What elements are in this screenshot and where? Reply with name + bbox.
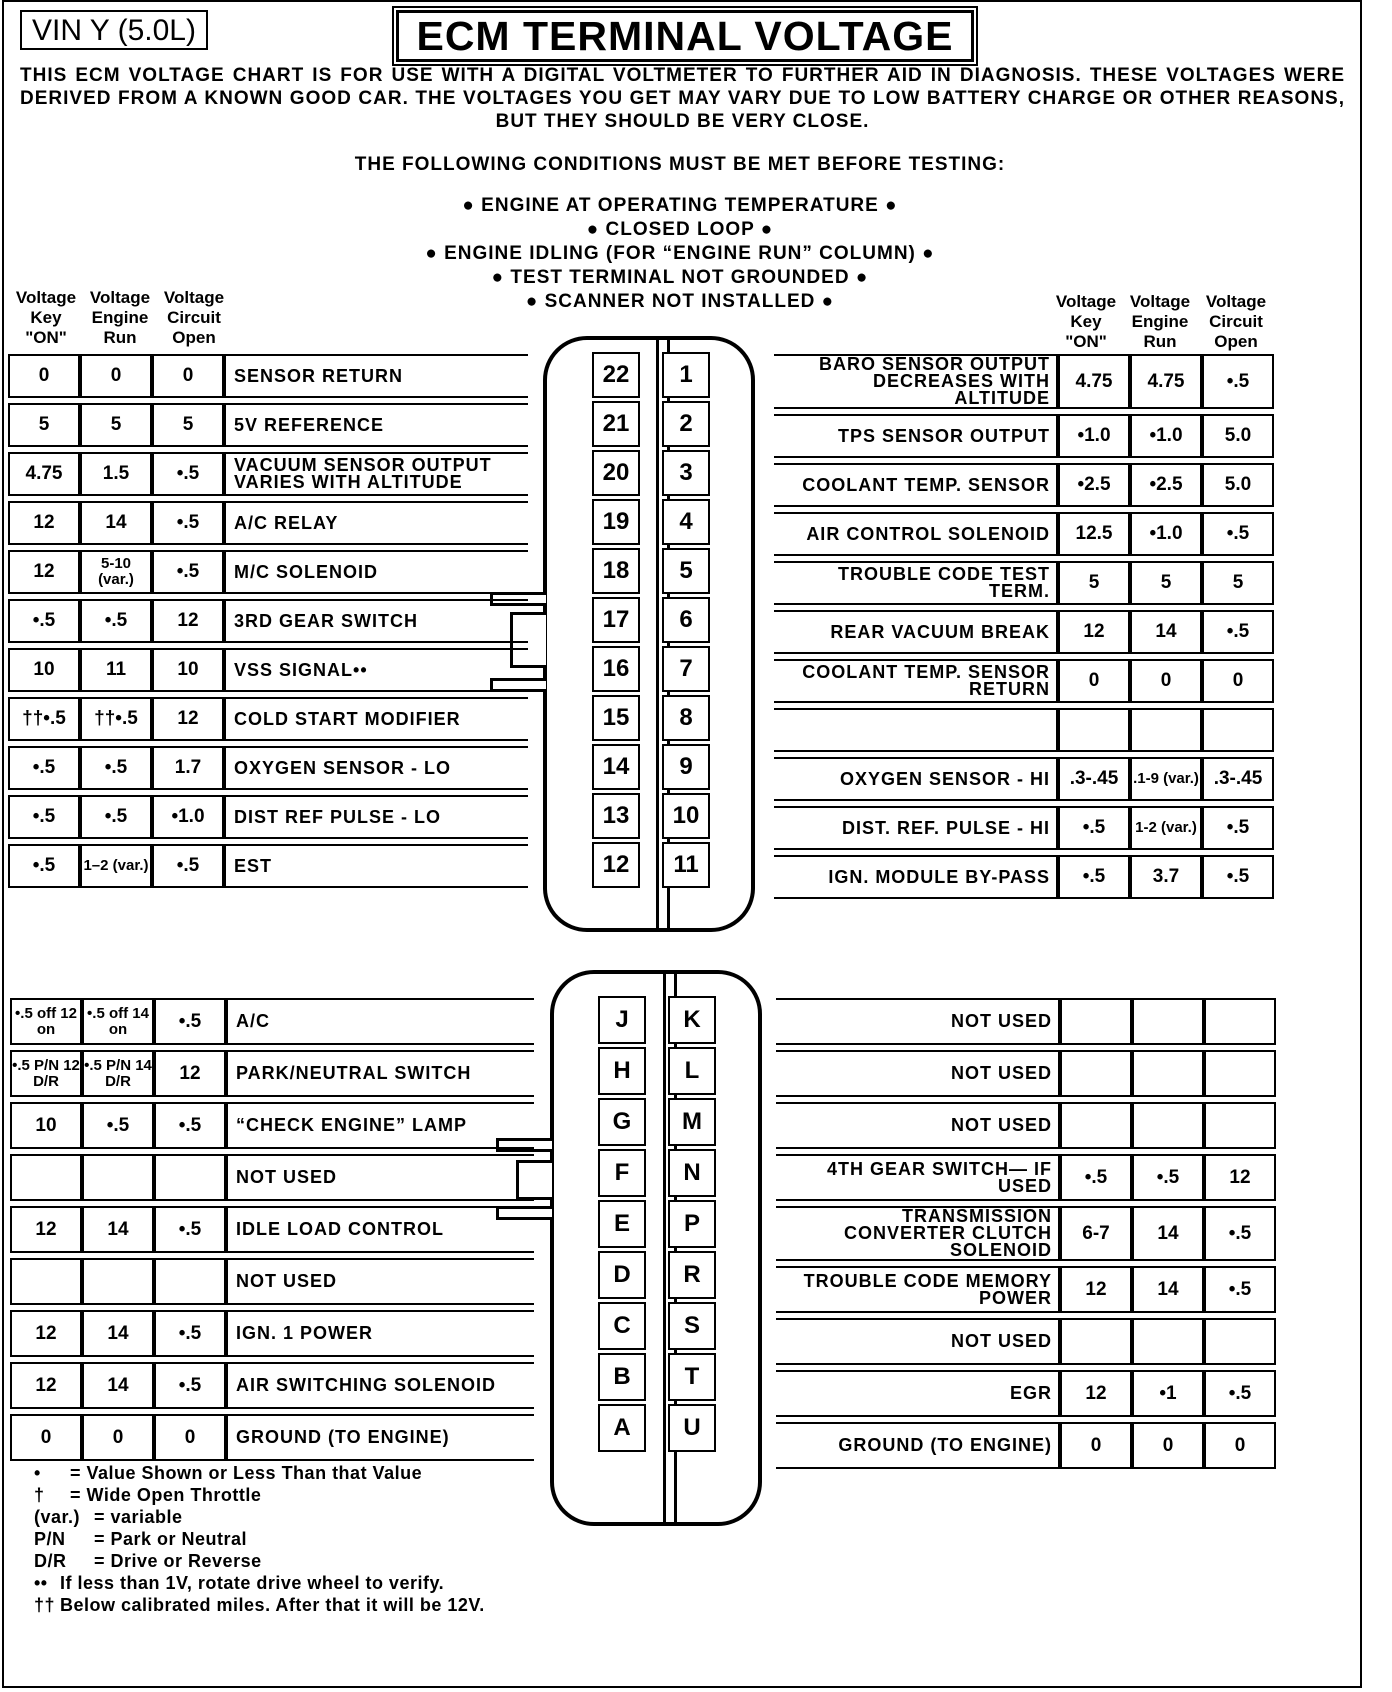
voltage-key-on: 12 xyxy=(10,1206,82,1253)
voltage-circuit-open xyxy=(1202,708,1274,752)
col-header-key-on: Voltage Key "ON" xyxy=(15,288,77,347)
pin-table-top-right xyxy=(774,349,1274,904)
circuit-description: EST xyxy=(224,844,528,888)
pin-number: 16 xyxy=(592,646,640,692)
legend-text: Below calibrated miles. After that it will be 12V. xyxy=(60,1595,485,1615)
table-row xyxy=(8,354,528,398)
pin-number: T xyxy=(668,1353,716,1401)
circuit-description: NOT USED xyxy=(776,1102,1060,1149)
circuit-description: IGN. MODULE BY-PASS xyxy=(774,855,1058,899)
pin-table-bottom-left xyxy=(10,993,534,1466)
circuit-description: COOLANT TEMP. SENSOR xyxy=(774,463,1058,507)
pin-number: N xyxy=(668,1149,716,1197)
voltage-engine-run: 14 xyxy=(1132,1266,1204,1313)
circuit-description: 3RD GEAR SWITCH xyxy=(224,599,528,643)
table-row xyxy=(774,610,1274,654)
circuit-description: AIR SWITCHING SOLENOID xyxy=(226,1362,534,1409)
circuit-description: SENSOR RETURN xyxy=(224,354,528,398)
voltage-engine-run: 1–2 (var.) xyxy=(80,844,152,888)
circuit-description: IGN. 1 POWER xyxy=(226,1310,534,1357)
voltage-engine-run: 14 xyxy=(82,1206,154,1253)
voltage-circuit-open: •.5 xyxy=(1202,855,1274,899)
pin-number: 11 xyxy=(662,842,710,888)
pin-number: 3 xyxy=(662,450,710,496)
circuit-description: OXYGEN SENSOR - HI xyxy=(774,757,1058,801)
pin-number: E xyxy=(598,1200,646,1248)
voltage-circuit-open: •.5 xyxy=(1202,512,1274,556)
pin-number: K xyxy=(668,996,716,1044)
voltage-engine-run xyxy=(1132,1102,1204,1149)
voltage-key-on xyxy=(10,1154,82,1201)
pin-number: 18 xyxy=(592,548,640,594)
voltage-circuit-open: 0 xyxy=(154,1414,226,1461)
table-row xyxy=(8,697,528,741)
pin-number: J xyxy=(598,996,646,1044)
circuit-description: 4TH GEAR SWITCH— IF USED xyxy=(776,1154,1060,1201)
voltage-key-on xyxy=(10,1258,82,1305)
voltage-circuit-open xyxy=(1204,1050,1276,1097)
voltage-circuit-open xyxy=(1204,1318,1276,1365)
circuit-description: GROUND (TO ENGINE) xyxy=(226,1414,534,1461)
pin-number: 5 xyxy=(662,548,710,594)
voltage-engine-run xyxy=(82,1258,154,1305)
circuit-description: TPS SENSOR OUTPUT xyxy=(774,414,1058,458)
voltage-engine-run: •.5 xyxy=(80,795,152,839)
voltage-key-on: 6-7 xyxy=(1060,1206,1132,1261)
circuit-description: A/C xyxy=(226,998,534,1045)
legend-item xyxy=(34,1550,485,1572)
voltage-engine-run: •1 xyxy=(1132,1370,1204,1417)
table-row xyxy=(8,746,528,790)
voltage-engine-run: •.5 xyxy=(80,746,152,790)
table-row xyxy=(776,1266,1276,1313)
voltage-circuit-open: •.5 xyxy=(154,1102,226,1149)
circuit-description: DIST. REF. PULSE - HI xyxy=(774,806,1058,850)
voltage-key-on: 5 xyxy=(8,403,80,447)
voltage-engine-run: •.5 off 14 on xyxy=(82,998,154,1045)
voltage-key-on: 0 xyxy=(10,1414,82,1461)
voltage-circuit-open: •.5 xyxy=(1204,1266,1276,1313)
voltage-engine-run: 5 xyxy=(80,403,152,447)
table-row xyxy=(776,998,1276,1045)
legend-item xyxy=(34,1528,485,1550)
voltage-key-on xyxy=(1060,1050,1132,1097)
table-row xyxy=(10,998,534,1045)
voltage-engine-run xyxy=(1130,708,1202,752)
voltage-engine-run: 14 xyxy=(80,501,152,545)
pin-number: 20 xyxy=(592,450,640,496)
condition-item: ● TEST TERMINAL NOT GROUNDED ● xyxy=(0,266,1360,290)
pin-number: S xyxy=(668,1302,716,1350)
voltage-circuit-open: 10 xyxy=(152,648,224,692)
legend-symbol: P/N xyxy=(34,1529,66,1549)
circuit-description: COLD START MODIFIER xyxy=(224,697,528,741)
voltage-engine-run: 1.5 xyxy=(80,452,152,496)
voltage-engine-run: •1.0 xyxy=(1130,512,1202,556)
voltage-key-on: •.5 xyxy=(1058,806,1130,850)
voltage-engine-run: 0 xyxy=(80,354,152,398)
legend-symbol: • xyxy=(34,1463,41,1483)
vin-label: VIN Y (5.0L) xyxy=(20,10,208,50)
voltage-engine-run: •2.5 xyxy=(1130,463,1202,507)
circuit-description: NOT USED xyxy=(776,998,1060,1045)
voltage-key-on: •1.0 xyxy=(1058,414,1130,458)
voltage-circuit-open: 1.7 xyxy=(152,746,224,790)
voltage-key-on: 12 xyxy=(10,1362,82,1409)
circuit-description: TRANSMISSION CONVERTER CLUTCH SOLENOID xyxy=(776,1206,1060,1261)
pin-number: 1 xyxy=(662,352,710,398)
legend-symbol: (var.) xyxy=(34,1507,81,1527)
voltage-circuit-open: •.5 xyxy=(154,998,226,1045)
pin-number: H xyxy=(598,1047,646,1095)
table-row xyxy=(776,1050,1276,1097)
voltage-key-on: 5 xyxy=(1058,561,1130,605)
table-row xyxy=(8,795,528,839)
voltage-engine-run: 14 xyxy=(1130,610,1202,654)
voltage-engine-run xyxy=(1132,1050,1204,1097)
table-row xyxy=(776,1318,1276,1365)
pin-number: 8 xyxy=(662,695,710,741)
voltage-key-on: 12 xyxy=(1060,1370,1132,1417)
circuit-description: TROUBLE CODE TEST TERM. xyxy=(774,561,1058,605)
legend xyxy=(34,1462,485,1616)
pin-number: G xyxy=(598,1098,646,1146)
voltage-circuit-open: 0 xyxy=(152,354,224,398)
voltage-key-on: 0 xyxy=(1058,659,1130,703)
voltage-engine-run: 11 xyxy=(80,648,152,692)
voltage-circuit-open: 0 xyxy=(1202,659,1274,703)
table-row xyxy=(776,1422,1276,1469)
legend-item xyxy=(34,1506,485,1528)
circuit-description: NOT USED xyxy=(226,1258,534,1305)
ecm-connector-bottom xyxy=(550,970,762,1526)
voltage-circuit-open: •.5 xyxy=(152,501,224,545)
circuit-description: NOT USED xyxy=(776,1318,1060,1365)
legend-text: = Park or Neutral xyxy=(94,1529,248,1549)
voltage-key-on: •2.5 xyxy=(1058,463,1130,507)
voltage-engine-run: 0 xyxy=(1130,659,1202,703)
legend-symbol: D/R xyxy=(34,1551,67,1571)
voltage-circuit-open: •.5 xyxy=(152,550,224,594)
voltage-key-on: •.5 P/N 12 D/R xyxy=(10,1050,82,1097)
pin-table-bottom-right xyxy=(776,993,1276,1474)
table-row xyxy=(10,1310,534,1357)
circuit-description: EGR xyxy=(776,1370,1060,1417)
pin-number: 15 xyxy=(592,695,640,741)
voltage-circuit-open: •.5 xyxy=(1202,806,1274,850)
pin-number: 21 xyxy=(592,401,640,447)
pin-number: D xyxy=(598,1251,646,1299)
pin-table-top-left xyxy=(8,349,528,893)
pin-number: 2 xyxy=(662,401,710,447)
voltage-circuit-open: 12 xyxy=(154,1050,226,1097)
table-row xyxy=(10,1154,534,1201)
voltage-engine-run: 5-10 (var.) xyxy=(80,550,152,594)
legend-item xyxy=(34,1572,485,1594)
circuit-description: VACUUM SENSOR OUTPUT VARIES WITH ALTITUDE xyxy=(224,452,528,496)
pin-number: P xyxy=(668,1200,716,1248)
voltage-key-on: •.5 xyxy=(8,795,80,839)
voltage-engine-run: ††•.5 xyxy=(80,697,152,741)
legend-symbol: † xyxy=(34,1485,45,1505)
voltage-circuit-open: •.5 xyxy=(154,1206,226,1253)
circuit-description: IDLE LOAD CONTROL xyxy=(226,1206,534,1253)
circuit-description: A/C RELAY xyxy=(224,501,528,545)
table-row xyxy=(8,844,528,888)
voltage-key-on: 12 xyxy=(1058,610,1130,654)
circuit-description: REAR VACUUM BREAK xyxy=(774,610,1058,654)
voltage-key-on: 10 xyxy=(8,648,80,692)
voltage-engine-run: •.5 P/N 14 D/R xyxy=(82,1050,154,1097)
pin-number: A xyxy=(598,1404,646,1452)
voltage-circuit-open: 12 xyxy=(1204,1154,1276,1201)
voltage-circuit-open: •.5 xyxy=(152,452,224,496)
table-row xyxy=(774,659,1274,703)
table-row xyxy=(774,512,1274,556)
voltage-key-on: 12 xyxy=(8,501,80,545)
legend-item xyxy=(34,1594,485,1616)
circuit-description: “CHECK ENGINE” LAMP xyxy=(226,1102,534,1149)
circuit-description: M/C SOLENOID xyxy=(224,550,528,594)
voltage-engine-run: •.5 xyxy=(80,599,152,643)
voltage-key-on: •.5 off 12 on xyxy=(10,998,82,1045)
table-row xyxy=(776,1154,1276,1201)
table-row xyxy=(776,1206,1276,1261)
voltage-circuit-open xyxy=(154,1154,226,1201)
col-header-engine-run: Voltage Engine Run xyxy=(1129,292,1191,351)
legend-text: = Wide Open Throttle xyxy=(70,1485,262,1505)
voltage-key-on xyxy=(1060,1318,1132,1365)
voltage-circuit-open: 0 xyxy=(1204,1422,1276,1469)
legend-text: = Value Shown or Less Than that Value xyxy=(70,1463,423,1483)
table-row xyxy=(10,1414,534,1461)
table-row xyxy=(774,463,1274,507)
voltage-key-on xyxy=(1058,708,1130,752)
pin-number: L xyxy=(668,1047,716,1095)
pin-number: 13 xyxy=(592,793,640,839)
table-row xyxy=(774,708,1274,752)
voltage-circuit-open: •.5 xyxy=(154,1362,226,1409)
voltage-circuit-open: •.5 xyxy=(1204,1206,1276,1261)
voltage-engine-run: 0 xyxy=(82,1414,154,1461)
voltage-key-on: •.5 xyxy=(1058,855,1130,899)
table-row xyxy=(8,501,528,545)
legend-item xyxy=(34,1462,485,1484)
voltage-engine-run: 0 xyxy=(1132,1422,1204,1469)
legend-text: = Drive or Reverse xyxy=(94,1551,262,1571)
pin-number: 6 xyxy=(662,597,710,643)
voltage-key-on: 0 xyxy=(8,354,80,398)
voltage-engine-run: 14 xyxy=(1132,1206,1204,1261)
voltage-engine-run: •.5 xyxy=(1132,1154,1204,1201)
voltage-circuit-open: 12 xyxy=(152,697,224,741)
voltage-key-on: •.5 xyxy=(1060,1154,1132,1201)
pin-number: F xyxy=(598,1149,646,1197)
legend-text: = variable xyxy=(94,1507,183,1527)
legend-symbol: †† xyxy=(34,1595,56,1615)
table-row xyxy=(8,648,528,692)
pin-number: 12 xyxy=(592,842,640,888)
voltage-engine-run: •1.0 xyxy=(1130,414,1202,458)
condition-item: ● SCANNER NOT INSTALLED ● xyxy=(0,290,1360,314)
voltage-circuit-open: •.5 xyxy=(152,844,224,888)
voltage-key-on: •.5 xyxy=(8,599,80,643)
voltage-key-on: 12 xyxy=(10,1310,82,1357)
table-row xyxy=(10,1050,534,1097)
col-header-key-on: Voltage Key "ON" xyxy=(1055,292,1117,351)
table-row xyxy=(774,855,1274,899)
voltage-key-on: •.5 xyxy=(8,844,80,888)
table-row xyxy=(8,452,528,496)
pin-number: B xyxy=(598,1353,646,1401)
pin-number: 10 xyxy=(662,793,710,839)
pin-number: C xyxy=(598,1302,646,1350)
circuit-description: NOT USED xyxy=(776,1050,1060,1097)
legend-symbol: •• xyxy=(34,1573,48,1593)
circuit-description: 5V REFERENCE xyxy=(224,403,528,447)
voltage-key-on: 0 xyxy=(1060,1422,1132,1469)
circuit-description: NOT USED xyxy=(226,1154,534,1201)
voltage-key-on: 10 xyxy=(10,1102,82,1149)
table-row xyxy=(774,806,1274,850)
col-header-engine-run: Voltage Engine Run xyxy=(89,288,151,347)
circuit-description: GROUND (TO ENGINE) xyxy=(776,1422,1060,1469)
voltage-circuit-open: •1.0 xyxy=(152,795,224,839)
voltage-circuit-open: 5.0 xyxy=(1202,463,1274,507)
condition-item: ● CLOSED LOOP ● xyxy=(0,218,1360,242)
table-row xyxy=(8,550,528,594)
condition-item: ● ENGINE AT OPERATING TEMPERATURE ● xyxy=(0,194,1360,218)
intro-text: THIS ECM VOLTAGE CHART IS FOR USE WITH A DIGITAL VOLTMETER TO FURTHER AID IN DIAGNOSIS. THESE VOLTAGES WERE DERIVED FROM A KNOWN GOOD CAR. THE VOLTAGES YOU GET MAY VARY DUE TO LOW BATTERY CHARGE OR OTHER REASONS, BUT THEY SHOULD BE VERY CLOSE. xyxy=(20,65,1345,132)
table-row xyxy=(776,1102,1276,1149)
legend-item xyxy=(34,1484,485,1506)
conditions-heading: THE FOLLOWING CONDITIONS MUST BE MET BEFORE TESTING: xyxy=(354,154,1006,175)
voltage-engine-run xyxy=(1132,1318,1204,1365)
voltage-circuit-open: 12 xyxy=(152,599,224,643)
voltage-circuit-open: •.5 xyxy=(1202,354,1274,409)
voltage-key-on xyxy=(1060,998,1132,1045)
voltage-engine-run: 1-2 (var.) xyxy=(1130,806,1202,850)
ecm-connector-top xyxy=(543,336,755,932)
voltage-key-on: •.5 xyxy=(8,746,80,790)
pin-number: U xyxy=(668,1404,716,1452)
voltage-key-on: 4.75 xyxy=(1058,354,1130,409)
legend-text: If less than 1V, rotate drive wheel to verify. xyxy=(60,1573,445,1593)
pin-number: 17 xyxy=(592,597,640,643)
voltage-key-on: 12.5 xyxy=(1058,512,1130,556)
circuit-description xyxy=(774,708,1058,752)
voltage-engine-run: .1-9 (var.) xyxy=(1130,757,1202,801)
circuit-description: BARO SENSOR OUTPUT DECREASES WITH ALTITUDE xyxy=(774,354,1058,409)
pin-number: 7 xyxy=(662,646,710,692)
voltage-engine-run: 4.75 xyxy=(1130,354,1202,409)
circuit-description: COOLANT TEMP. SENSOR RETURN xyxy=(774,659,1058,703)
voltage-key-on: 4.75 xyxy=(8,452,80,496)
circuit-description: DIST REF PULSE - LO xyxy=(224,795,528,839)
pin-number: M xyxy=(668,1098,716,1146)
col-header-circuit-open: Voltage Circuit Open xyxy=(163,288,225,347)
voltage-engine-run: 5 xyxy=(1130,561,1202,605)
pin-number: 14 xyxy=(592,744,640,790)
circuit-description: OXYGEN SENSOR - LO xyxy=(224,746,528,790)
table-row xyxy=(774,414,1274,458)
page-title: ECM TERMINAL VOLTAGE xyxy=(396,10,974,62)
voltage-circuit-open: •.5 xyxy=(1204,1370,1276,1417)
voltage-circuit-open: 5.0 xyxy=(1202,414,1274,458)
voltage-circuit-open xyxy=(1204,998,1276,1045)
pin-number: 19 xyxy=(592,499,640,545)
voltage-circuit-open: •.5 xyxy=(1202,610,1274,654)
circuit-description: TROUBLE CODE MEMORY POWER xyxy=(776,1266,1060,1313)
table-row xyxy=(776,1370,1276,1417)
voltage-circuit-open xyxy=(154,1258,226,1305)
voltage-key-on xyxy=(1060,1102,1132,1149)
voltage-circuit-open: .3-.45 xyxy=(1202,757,1274,801)
table-row xyxy=(10,1362,534,1409)
table-row xyxy=(8,403,528,447)
voltage-engine-run: 14 xyxy=(82,1310,154,1357)
pin-number: 4 xyxy=(662,499,710,545)
voltage-circuit-open: •.5 xyxy=(154,1310,226,1357)
table-row xyxy=(774,354,1274,409)
voltage-circuit-open: 5 xyxy=(1202,561,1274,605)
table-row xyxy=(10,1258,534,1305)
voltage-key-on: 12 xyxy=(1060,1266,1132,1313)
circuit-description: PARK/NEUTRAL SWITCH xyxy=(226,1050,534,1097)
table-row xyxy=(10,1102,534,1149)
pin-number: 22 xyxy=(592,352,640,398)
voltage-engine-run: 14 xyxy=(82,1362,154,1409)
table-row xyxy=(774,757,1274,801)
voltage-key-on: ††•.5 xyxy=(8,697,80,741)
voltage-key-on: 12 xyxy=(8,550,80,594)
voltage-circuit-open: 5 xyxy=(152,403,224,447)
pin-number: R xyxy=(668,1251,716,1299)
table-row xyxy=(8,599,528,643)
voltage-engine-run xyxy=(82,1154,154,1201)
circuit-description: VSS SIGNAL•• xyxy=(224,648,528,692)
voltage-engine-run xyxy=(1132,998,1204,1045)
table-row xyxy=(774,561,1274,605)
voltage-engine-run: •.5 xyxy=(82,1102,154,1149)
voltage-circuit-open xyxy=(1204,1102,1276,1149)
table-row xyxy=(10,1206,534,1253)
pin-number: 9 xyxy=(662,744,710,790)
voltage-engine-run: 3.7 xyxy=(1130,855,1202,899)
condition-item: ● ENGINE IDLING (FOR “ENGINE RUN” COLUMN) ● xyxy=(0,242,1360,266)
voltage-key-on: .3-.45 xyxy=(1058,757,1130,801)
col-header-circuit-open: Voltage Circuit Open xyxy=(1205,292,1267,351)
circuit-description: AIR CONTROL SOLENOID xyxy=(774,512,1058,556)
